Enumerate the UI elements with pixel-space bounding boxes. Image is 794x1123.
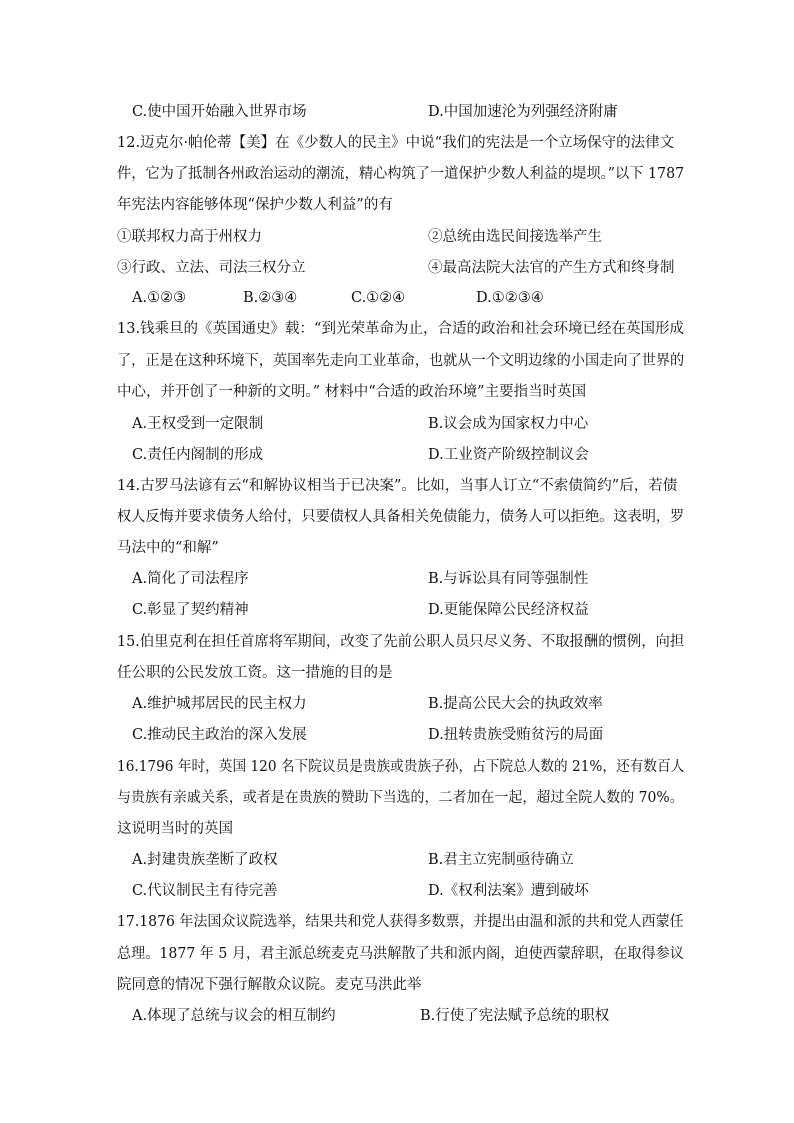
q16-stem-line-2: 与贵族有亲戚关系，或者是在贵族的赞助下当选的，二者加在一起，超过全院人数的 70%。: [117, 790, 684, 806]
q12-option-d: D.①②③④: [476, 290, 544, 306]
q12-option-b: B.②③④: [243, 290, 298, 306]
q14-option-b: B.与诉讼具有同等强制性: [428, 571, 589, 587]
q12-item-3: ③行政、立法、司法三权分立: [117, 260, 306, 276]
q14-option-c: C.彰显了契约精神: [132, 602, 249, 618]
q15-stem-line-1: 15.伯里克利在担任首席将军期间，改变了先前公职人员只尽义务、不取报酬的惯例，向担: [117, 634, 685, 650]
q12-item-1: ①联邦权力高于州权力: [117, 229, 262, 245]
q14-option-d: D.更能保障公民经济权益: [428, 602, 589, 618]
q12-option-a: A.①②③: [132, 290, 187, 306]
q12-item-4: ④最高法院大法官的产生方式和终身制: [428, 260, 675, 276]
q16-option-a: A.封建贵族垄断了政权: [132, 852, 278, 868]
q13-stem-line-3: 中心，并开创了一种新的文明。” 材料中“合适的政治环境”主要指当时英国: [117, 384, 587, 400]
q15-option-a: A.维护城邦居民的民主权力: [132, 696, 307, 712]
q13-option-c: C.责任内阁制的形成: [132, 447, 264, 463]
q13-stem-line-1: 13.钱乘旦的《英国通史》载：“到光荣革命为止，合适的政治和社会环境已经在英国形成: [117, 321, 684, 337]
q11-option-d: D.中国加速沦为列强经济附庸: [428, 104, 618, 120]
q15-stem-line-2: 任公职的公民发放工资。这一措施的目的是: [117, 665, 393, 681]
q15-option-d: D.扭转贵族受贿贫污的局面: [428, 727, 604, 743]
q17-option-b: B.行使了宪法赋予总统的职权: [420, 1008, 610, 1024]
q14-stem-line-3: 马法中的“和解”: [117, 540, 219, 556]
q13-option-d: D.工业资产阶级控制议会: [428, 447, 589, 463]
q12-item-2: ②总统由选民间接选举产生: [428, 229, 602, 245]
q11-option-c: C.使中国开始融入世界市场: [132, 104, 307, 120]
q14-stem-line-1: 14.古罗马法谚有云“和解协议相当于已决案”。比如，当事人订立“不索债简约”后，若债: [117, 478, 678, 494]
q14-stem-line-2: 权人反悔并要求债务人给付，只要债权人具备相关免债能力，债务人可以拒绝。这表明，罗: [117, 509, 685, 525]
q16-option-d: D.《权利法案》遭到破坏: [428, 883, 589, 899]
q13-option-b: B.议会成为国家权力中心: [428, 416, 589, 432]
q17-stem-line-2: 总理。1877 年 5 月，君主派总统麦克马洪解散了共和派内阁，迫使西蒙辞职，在取得参议: [117, 946, 684, 962]
q16-option-b: B.君主立宪制亟待确立: [428, 852, 574, 868]
q12-stem-line-1: 12.迈克尔·帕伦蒂【美】在《少数人的民主》中说“我们的宪法是一个立场保守的法律文: [117, 135, 675, 151]
q15-option-b: B.提高公民大会的执政效率: [428, 696, 603, 712]
q16-stem-line-1: 16.1796 年时，英国 120 名下院议员是贵族或贵族子孙，占下院总人数的 21%，还有数百人: [117, 759, 685, 775]
q17-stem-line-1: 17.1876 年法国众议院选举，结果共和党人获得多数票，并提出由温和派的共和党人西蒙任: [117, 914, 684, 930]
q14-option-a: A.简化了司法程序: [132, 571, 249, 587]
q13-option-a: A.王权受到一定限制: [132, 416, 264, 432]
q12-option-c: C.①②④: [351, 290, 406, 306]
q17-option-a: A.体现了总统与议会的相互制约: [132, 1008, 336, 1024]
q17-stem-line-3: 院同意的情况下强行解散众议院。麦克马洪此举: [117, 977, 422, 993]
q15-option-c: C.推动民主政治的深入发展: [132, 727, 307, 743]
q16-stem-line-3: 这说明当时的英国: [117, 821, 233, 837]
q13-stem-line-2: 了，正是在这种环境下，英国率先走向工业革命，也就从一个文明边缘的小国走向了世界的: [117, 353, 685, 369]
q12-stem-line-3: 年宪法内容能够体现“保护少数人利益”的有: [117, 197, 393, 213]
q12-stem-line-2: 件，它为了抵制各州政治运动的潮流，精心构筑了一道保护少数人利益的堤坝。”以下 1787: [117, 166, 685, 182]
q16-option-c: C.代议制民主有待完善: [132, 883, 278, 899]
